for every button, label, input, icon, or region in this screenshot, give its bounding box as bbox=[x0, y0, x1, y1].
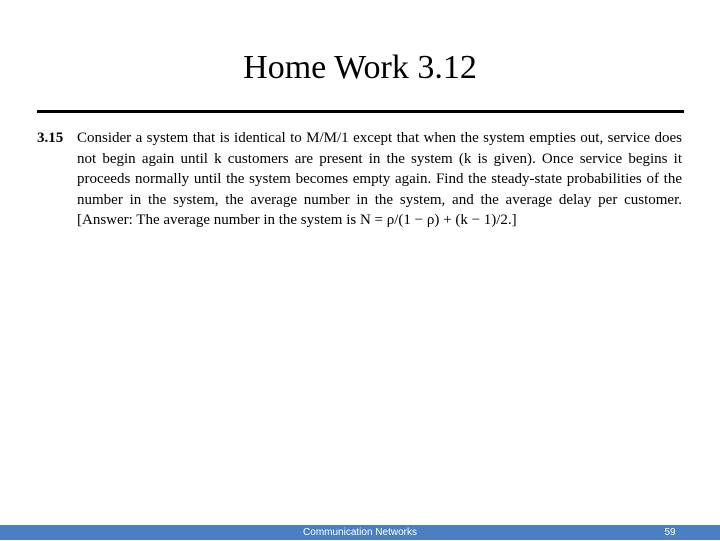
footer-bar bbox=[0, 525, 720, 540]
footer-label: Communication Networks bbox=[303, 527, 417, 538]
title-divider bbox=[37, 110, 684, 113]
page-number: 59 bbox=[664, 527, 676, 538]
problem-block bbox=[37, 128, 682, 231]
problem-text: Consider a system that is identical to M/M/1 except that when the system empties out, service does not begin again until k customers are present in the system (k is given). Once service begins it proceeds normally until the system becomes empty again. Find the steady-state probabilities of the number in the system, the average number in the system, and the average delay per customer. [Answer: The average number in the system is N = ρ/(1 − ρ) + (k − 1)/2.] bbox=[77, 130, 682, 228]
problem-number: 3.15 bbox=[37, 130, 64, 146]
slide-title: Home Work 3.12 bbox=[243, 49, 477, 86]
